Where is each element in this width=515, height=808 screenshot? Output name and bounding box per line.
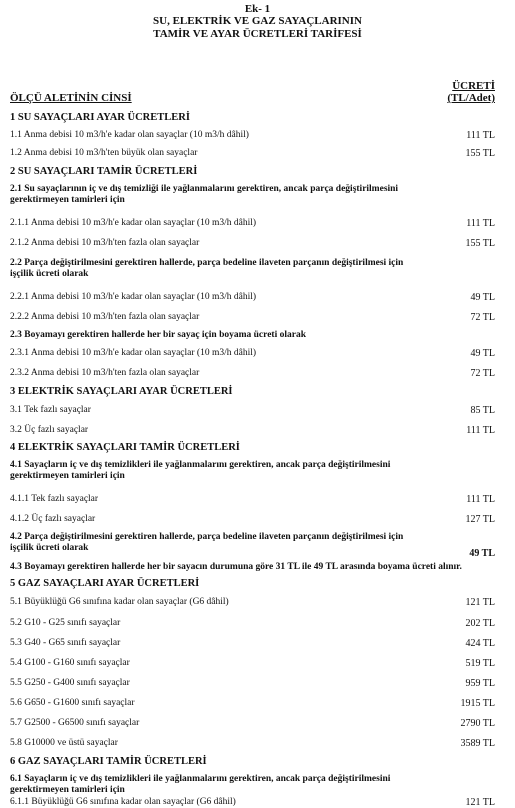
row-label: 4.2 Parça değiştirilmesini gerektiren hallerde, parça bedeline ilaveten parçanın değiştirilmesi için işçilik ücreti olarak <box>10 532 404 553</box>
row-label: 5.7 G2500 - G6500 sınıfı sayaçlar <box>10 718 140 728</box>
row-label: 5.8 G10000 ve üstü sayaçlar <box>10 738 118 748</box>
row-label: 2.3.2 Anma debisi 10 m3/h'ten fazla olan sayaçlar <box>10 368 200 378</box>
column-header-fee-line1: ÜCRETİ <box>452 80 495 92</box>
row-label: 2.1.1 Anma debisi 10 m3/h'e kadar olan sayaçlar (10 m3/h dâhil) <box>10 218 257 228</box>
row-label: 3 ELEKTRİK SAYAÇLARI AYAR ÜCRETLERİ <box>10 386 233 397</box>
row-label: 4 ELEKTRİK SAYAÇLARI TAMİR ÜCRETLERİ <box>10 442 240 453</box>
row-fee: 127 TL <box>465 514 495 525</box>
row-label: 4.1.2 Üç fazlı sayaçlar <box>10 514 96 524</box>
row-fee: 72 TL <box>470 312 495 323</box>
row-label: 5.6 G650 - G1600 sınıfı sayaçlar <box>10 698 135 708</box>
row-fee: 111 TL <box>466 494 495 505</box>
row-label: 6.1.1 Büyüklüğü G6 sınıfına kadar olan sayaçlar (G6 dâhil) <box>10 797 236 807</box>
row-label: 6 GAZ SAYAÇLARI TAMİR ÜCRETLERİ <box>10 756 207 767</box>
row-label: 2.1.2 Anma debisi 10 m3/h'ten fazla olan sayaçlar <box>10 238 200 248</box>
row-label: 4.3 Boyamayı gerektiren hallerde her bir sayacın durumuna göre 31 TL ile 49 TL arasında boyama ücreti alınır. <box>10 562 462 572</box>
row-label: 5 GAZ SAYAÇLARI AYAR ÜCRETLERİ <box>10 578 200 589</box>
row-fee: 85 TL <box>470 405 495 416</box>
column-header-instrument-type: ÖLÇÜ ALETİNİN CİNSİ <box>10 92 132 104</box>
row-label: 2.3.1 Anma debisi 10 m3/h'e kadar olan sayaçlar (10 m3/h dâhil) <box>10 348 257 358</box>
row-fee: 72 TL <box>470 368 495 379</box>
row-label: 5.2 G10 - G25 sınıfı sayaçlar <box>10 618 121 628</box>
row-label: 1.1 Anma debisi 10 m3/h'e kadar olan sayaçlar (10 m3/h dâhil) <box>10 130 249 140</box>
row-label: 1.2 Anma debisi 10 m3/h'ten büyük olan sayaçlar <box>10 148 198 158</box>
row-fee: 111 TL <box>466 425 495 436</box>
row-fee: 121 TL <box>465 797 495 808</box>
row-fee: 519 TL <box>465 658 495 669</box>
row-label: 5.3 G40 - G65 sınıfı sayaçlar <box>10 638 121 648</box>
row-label: 5.4 G100 - G160 sınıfı sayaçlar <box>10 658 130 668</box>
row-fee: 202 TL <box>465 618 495 629</box>
row-label: 2.2.1 Anma debisi 10 m3/h'e kadar olan sayaçlar (10 m3/h dâhil) <box>10 292 257 302</box>
row-label: 5.5 G250 - G400 sınıfı sayaçlar <box>10 678 130 688</box>
row-fee: 121 TL <box>465 597 495 608</box>
row-fee: 155 TL <box>465 238 495 249</box>
row-fee: 3589 TL <box>460 738 495 749</box>
row-fee: 111 TL <box>466 130 495 141</box>
row-label: 5.1 Büyüklüğü G6 sınıfına kadar olan sayaçlar (G6 dâhil) <box>10 597 229 607</box>
document-title-line1: SU, ELEKTRİK VE GAZ SAYAÇLARININ <box>153 15 362 27</box>
annex-label: Ek- 1 <box>244 3 271 15</box>
row-fee: 155 TL <box>465 148 495 159</box>
column-header-fee <box>447 80 495 104</box>
row-label: 1 SU SAYAÇLARI AYAR ÜCRETLERİ <box>10 112 190 123</box>
row-fee: 2790 TL <box>460 718 495 729</box>
document-title-line2: TAMİR VE AYAR ÜCRETLERİ TARİFESİ <box>153 28 362 40</box>
row-label: 6.1 Sayaçların iç ve dış temizlikleri ile yağlanmalarını gerektiren, ancak parça değiştirilmesini gerektirmeyen tamirleri için <box>10 774 391 795</box>
row-label: 3.2 Üç fazlı sayaçlar <box>10 425 89 435</box>
row-fee: 959 TL <box>465 678 495 689</box>
row-label: 2 SU SAYAÇLARI TAMİR ÜCRETLERİ <box>10 166 198 177</box>
row-label: 2.1 Su sayaçlarının iç ve dış temizliği ile yağlanmalarını gerektiren, ancak parça değiştirilmesini gerektirmeyen tamirleri için <box>10 184 399 205</box>
row-label: 3.1 Tek fazlı sayaçlar <box>10 405 91 415</box>
column-header-fee-line2: (TL/Adet) <box>447 92 495 104</box>
row-fee: 424 TL <box>465 638 495 649</box>
row-label: 2.3 Boyamayı gerektiren hallerde her bir sayaç için boyama ücreti olarak <box>10 330 306 340</box>
row-label: 4.1 Sayaçların iç ve dış temizlikleri ile yağlanmalarını gerektiren, ancak parça değiştirilmesini gerektirmeyen tamirleri için <box>10 460 391 481</box>
row-fee: 49 TL <box>469 548 495 559</box>
row-fee: 49 TL <box>470 292 495 303</box>
row-fee: 1915 TL <box>460 698 495 709</box>
row-label: 2.2 Parça değiştirilmesini gerektiren hallerde, parça bedeline ilaveten parçanın değiştirilmesi için işçilik ücreti olarak <box>10 258 404 279</box>
row-label: 2.2.2 Anma debisi 10 m3/h'ten fazla olan sayaçlar <box>10 312 200 322</box>
row-fee: 111 TL <box>466 218 495 229</box>
row-label: 4.1.1 Tek fazlı sayaçlar <box>10 494 99 504</box>
row-fee: 49 TL <box>470 348 495 359</box>
